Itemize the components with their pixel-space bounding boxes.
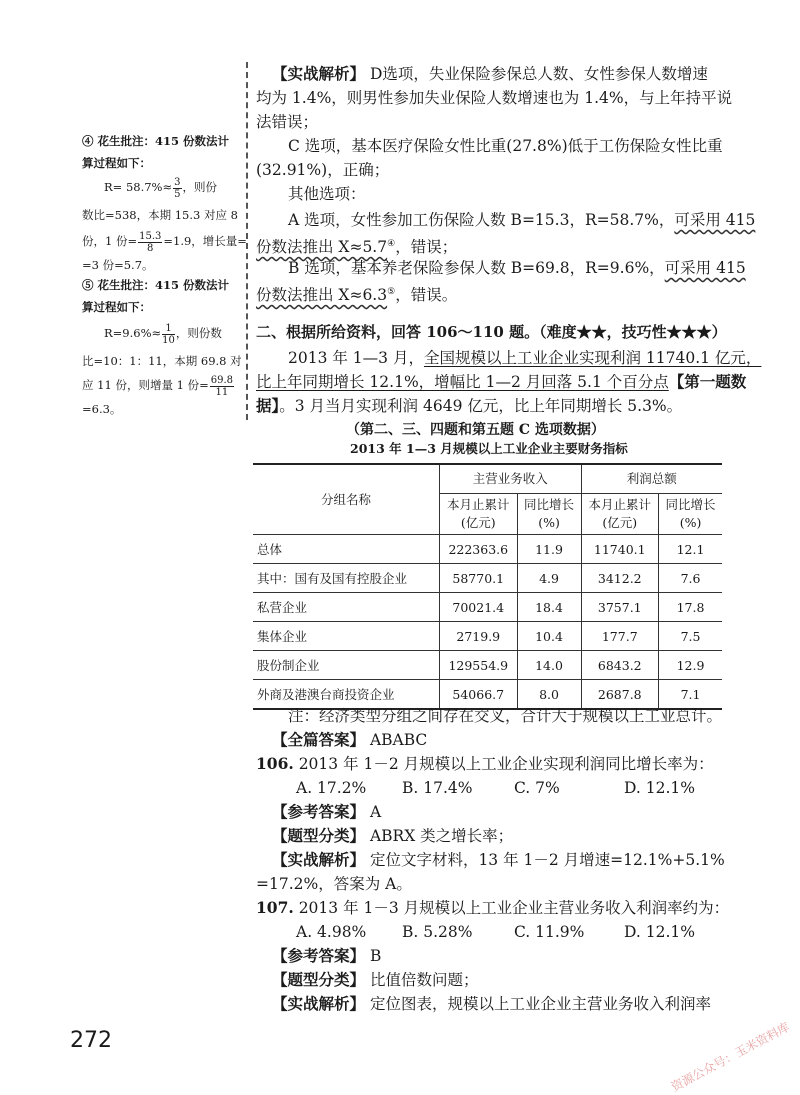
sub-header-unit: (%) [538, 515, 560, 530]
fraction [210, 375, 234, 398]
footnote-mark: ⑤ [387, 287, 396, 297]
text: ，则份数 [175, 326, 222, 340]
sub-header [581, 494, 659, 535]
question-number: 107. [256, 898, 294, 917]
row-label: 其中：国有及国有控股企业 [253, 564, 440, 593]
note4-line3 [104, 176, 217, 200]
row-label: 外商及港澳台商投资企业 [253, 680, 440, 710]
sub-header-unit: (%) [679, 515, 702, 530]
q106-option-d: D. 12.1% [624, 779, 695, 797]
sub-header-label: 同比增长 [665, 497, 716, 512]
value: A [365, 803, 382, 821]
fraction [173, 177, 181, 200]
cell: 11740.1 [581, 535, 659, 564]
value: 比值倍数问题； [365, 971, 479, 989]
cell: 7.6 [659, 564, 722, 593]
numerator: 69.8 [210, 374, 233, 386]
note4-line6: =3 份=5.7。 [82, 258, 154, 272]
cell: 12.9 [659, 651, 722, 680]
value: ABRX 类之增长率； [365, 827, 514, 845]
row-label: 股份制企业 [253, 651, 440, 680]
profit-header: 利润总额 [581, 464, 722, 494]
sub-header [517, 494, 581, 535]
numerator: 3 [174, 176, 181, 188]
note5-line6: =6.3。 [82, 402, 122, 416]
p5-line1 [288, 256, 746, 280]
numerator: 15.3 [139, 230, 162, 242]
table-footnote: 注：经济类型分组之间存在交叉，合计大于规模以上工业总计。 [288, 707, 723, 725]
q107-option-d: D. 12.1% [624, 923, 695, 941]
exp-label: 【实战解析】 [272, 64, 366, 83]
denominator: 11 [215, 386, 229, 398]
cell: 8.0 [517, 680, 581, 710]
denominator: 5 [174, 188, 181, 200]
text: =1.9，增长量= [163, 234, 247, 248]
table-row [253, 651, 722, 680]
cell: 7.5 [659, 622, 722, 651]
cell: 10.4 [517, 622, 581, 651]
numerator: 1 [162, 323, 175, 335]
sub-header-label: 同比增长 [524, 497, 575, 512]
q107-option-c: C. 11.9% [514, 923, 585, 941]
denominator: 8 [147, 242, 154, 254]
q106-option-a: A. 17.2% [296, 779, 367, 797]
cell: 12.1 [659, 535, 722, 564]
p5-line2 [256, 280, 457, 307]
question-106-stem [256, 752, 714, 776]
text: ，则份 [182, 180, 217, 194]
q107-explanation-line1 [272, 992, 711, 1016]
q107-answer [272, 944, 381, 968]
stem-text: 2013 年 1－2 月规模以上工业企业实现利润同比增长率为： [293, 755, 714, 773]
cell: 6843.2 [581, 651, 659, 680]
sub-header-label: 本月止累计 [447, 497, 510, 512]
note5-line5 [82, 374, 235, 398]
value: 定位文字材料，13 年 1－2 月增速=12.1%+5.1% [365, 851, 725, 869]
revenue-header: 主营业务收入 [440, 464, 582, 494]
wavy-text: 份数法推出 X≈5.7 [256, 238, 388, 257]
q107-option-a: A. 4.98% [296, 923, 367, 941]
cell: 11.9 [517, 535, 581, 564]
sub-header-label: 本月止累计 [588, 497, 652, 512]
cell: 7.1 [659, 680, 722, 710]
q106-explanation-line1 [272, 848, 725, 872]
q106-explanation-line2: =17.2%，答案为 A。 [256, 875, 412, 893]
cell: 2687.8 [581, 680, 659, 710]
cell: 3412.2 [581, 564, 659, 593]
label: 【全篇答案】 [272, 730, 366, 749]
note4-line1: ④ 花生批注：415 份数法计 [82, 134, 230, 148]
value: 定位图表，规模以上工业企业主营业务收入利润率 [365, 995, 711, 1013]
cell: 3757.1 [581, 593, 659, 622]
row-label: 总体 [253, 535, 440, 564]
p3-line: 其他选项： [288, 185, 366, 203]
q106-option-b: B. 17.4% [402, 779, 473, 797]
value: B [365, 947, 382, 965]
sub-header [440, 494, 518, 535]
cell: 177.7 [581, 622, 659, 651]
underlined-text: 比上年同期增长 12.1%，增幅比 1—2 月回落 5.1 个百分点 [256, 373, 669, 391]
section-heading: 二、根据所给资料，回答 106～110 题。（难度★★，技巧性★★★） [256, 323, 727, 341]
text: ，错误。 [395, 286, 458, 305]
wavy-text: 可采用 415 [674, 211, 756, 229]
text: ，错误； [395, 238, 458, 257]
p1-line2: 均为 1.4%，则男性参加失业保险人数增速也为 1.4%，与上年持平说 [256, 89, 733, 107]
text: D选项，失业保险参保总人数、女性参保人数增速 [365, 65, 708, 83]
p4-line1 [288, 208, 755, 232]
note4-line4: 数比=538，本期 15.3 对应 8 [82, 208, 238, 222]
label: 【题型分类】 [272, 970, 366, 989]
table-note-top: （第二、三、四题和第五题 C 选项数据） [346, 422, 605, 438]
denominator: 10 [162, 334, 175, 346]
note5-line1: ⑤ 花生批注：415 份数法计 [82, 278, 230, 292]
material-line2 [256, 370, 746, 394]
text: B 选项，基本养老保险参保人数 B=69.8，R=9.6%， [288, 259, 665, 277]
row-label: 集体企业 [253, 622, 440, 651]
financial-table [253, 463, 722, 710]
cell: 222363.6 [440, 535, 518, 564]
bold-text: 据】 [256, 396, 280, 415]
material-line3 [256, 394, 682, 418]
cell: 129554.9 [440, 651, 518, 680]
note5-line4: 比=10：1：11，本期 69.8 对 [82, 354, 242, 368]
p1-line3: 法错误； [256, 113, 319, 131]
cell: 17.8 [659, 593, 722, 622]
cell: 4.9 [517, 564, 581, 593]
all-answers [272, 728, 427, 752]
cell: 54066.7 [440, 680, 518, 710]
note4-line2: 算过程如下： [82, 156, 151, 170]
sub-header-unit: (亿元) [602, 515, 638, 530]
fraction [138, 231, 162, 254]
label: 【参考答案】 [272, 946, 366, 965]
p1-line1 [272, 62, 708, 86]
note5-line3 [104, 322, 222, 346]
label: 【题型分类】 [272, 826, 366, 845]
text: R=9.6%≈ [104, 326, 162, 340]
cell: 70021.4 [440, 593, 518, 622]
text: 2013 年 1—3 月， [288, 349, 424, 367]
p2-line1: C 选项，基本医疗保险女性比重(27.8%)低于工伤保险女性比重 [288, 137, 723, 155]
note4-line5 [82, 230, 247, 254]
row-label: 私营企业 [253, 593, 440, 622]
p2-line2: (32.91%)，正确； [256, 161, 390, 179]
q106-option-c: C. 7% [514, 779, 560, 797]
label: 【实战解析】 [272, 850, 366, 869]
label: 【参考答案】 [272, 802, 366, 821]
sub-header [659, 494, 722, 535]
fraction [162, 323, 175, 346]
note5-line2: 算过程如下： [82, 300, 151, 314]
cell: 18.4 [517, 593, 581, 622]
stem-text: 2013 年 1－3 月规模以上工业企业主营业务收入利润率约为： [293, 899, 730, 917]
text: 份，1 份= [82, 234, 138, 248]
table-row [253, 535, 722, 564]
page-number: 272 [70, 1028, 112, 1053]
text: A 选项，女性参加工伤保险人数 B=15.3，R=58.7%， [288, 211, 675, 229]
text: R= 58.7%≈ [104, 180, 173, 194]
footnote-mark: ④ [387, 239, 396, 249]
text: 。3 月当月实现利润 4649 亿元，比上年同期增长 5.3%。 [279, 397, 683, 415]
cell: 58770.1 [440, 564, 518, 593]
text: 应 11 份，则增量 1 份= [82, 378, 209, 392]
cell: 14.0 [517, 651, 581, 680]
q106-answer [272, 800, 381, 824]
group-name-header: 分组名称 [253, 464, 440, 535]
value: ABABC [365, 731, 428, 749]
question-number: 106. [256, 754, 294, 773]
cell: 2719.9 [440, 622, 518, 651]
sub-header-unit: (亿元) [460, 515, 496, 530]
q106-type [272, 824, 513, 848]
question-107-stem [256, 896, 729, 920]
table-title: 2013 年 1—3 月规模以上工业企业主要财务指标 [350, 441, 628, 456]
watermark: 资源公众号：玉米资料库 [668, 1019, 793, 1095]
bold-text: 【第一题数 [668, 372, 747, 391]
table-row [253, 622, 722, 651]
underlined-text: 全国规模以上工业企业实现利润 11740.1 亿元， [423, 349, 762, 367]
table-row [253, 593, 722, 622]
wavy-text: 份数法推出 X≈6.3 [256, 286, 388, 305]
label: 【实战解析】 [272, 994, 366, 1013]
q107-option-b: B. 5.28% [402, 923, 473, 941]
material-line1 [288, 346, 761, 370]
table-row [253, 564, 722, 593]
q107-type [272, 968, 478, 992]
wavy-text: 可采用 415 [664, 259, 746, 277]
